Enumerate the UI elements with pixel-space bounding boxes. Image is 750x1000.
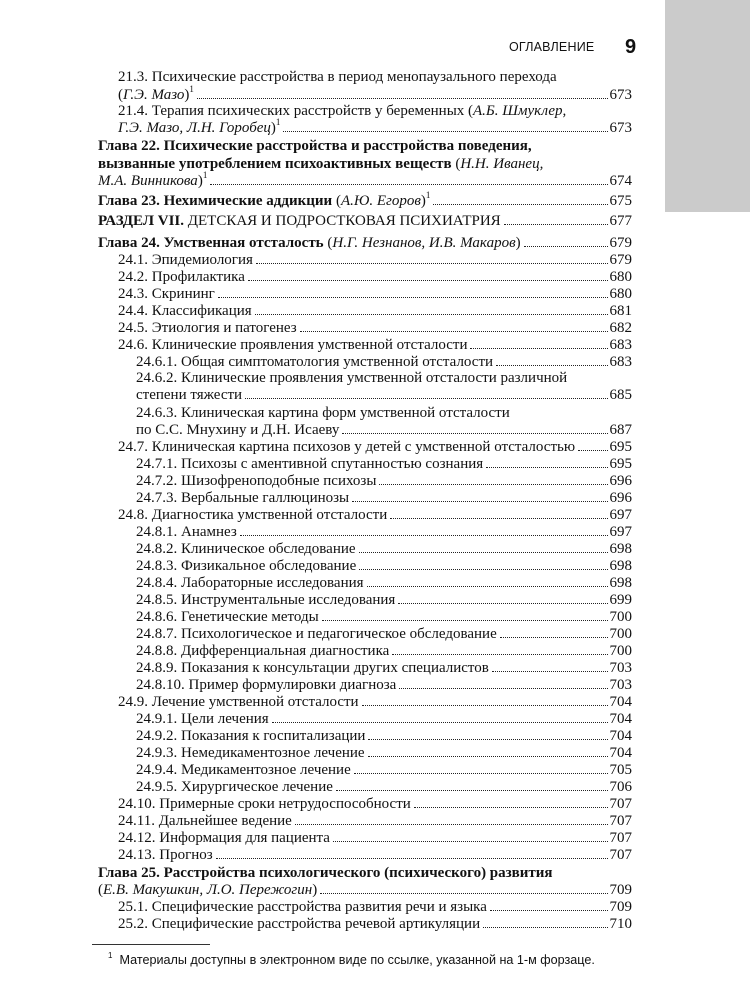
leader-dots <box>352 500 607 502</box>
toc-entry-21-3-line1: 21.3. Психические расстройства в период менопаузального перехода <box>118 69 557 85</box>
leader-dots <box>392 653 607 655</box>
toc-entry[interactable] <box>136 574 632 592</box>
open-paren: ( <box>332 193 341 209</box>
entry-author: А.Б. Шмуклер, <box>473 103 567 119</box>
toc-entry[interactable] <box>136 455 632 473</box>
leader-dots <box>578 449 607 451</box>
entry-page: 682 <box>609 320 632 336</box>
entry-page: 687 <box>609 422 632 438</box>
toc-entry[interactable] <box>118 319 632 337</box>
toc-entry[interactable] <box>136 642 632 660</box>
entry-page: 695 <box>609 456 632 472</box>
entry-page: 698 <box>609 575 632 591</box>
entry-title: 24.8.7. Психологическое и педагогическое обследование <box>136 626 497 642</box>
close-paren: ) <box>197 173 203 189</box>
entry-page: 677 <box>609 213 632 229</box>
toc-entry[interactable] <box>136 676 632 694</box>
toc-entry[interactable] <box>118 438 632 456</box>
footnote <box>108 952 595 968</box>
entry-page: 700 <box>609 609 632 625</box>
leader-dots <box>470 347 607 349</box>
toc-chapter-22-line1: Глава 22. Психические расстройства и расстройства поведения, <box>98 138 532 154</box>
toc-entry[interactable] <box>118 285 632 303</box>
entry-title: 24.12. Информация для пациента <box>118 830 330 846</box>
leader-dots <box>197 97 608 99</box>
leader-dots <box>483 926 607 928</box>
toc-entry[interactable] <box>136 557 632 575</box>
entry-author: Н.Н. Иванец, <box>460 156 544 172</box>
leader-dots <box>248 279 608 281</box>
entry-title: степени тяжести <box>136 387 243 403</box>
entry-title: вызванные употреблением психоактивных веществ <box>98 156 452 172</box>
leader-dots <box>320 892 607 894</box>
toc-chapter-22[interactable] <box>98 172 632 190</box>
entry-page: 696 <box>609 490 632 506</box>
entry-title: 24.11. Дальнейшее ведение <box>118 813 292 829</box>
side-tab <box>665 0 750 212</box>
toc-entry[interactable] <box>136 761 632 779</box>
close-paren: ) <box>515 235 521 251</box>
toc-entry-24-6-3-line1: 24.6.3. Клиническая картина форм умственной отсталости <box>136 405 510 421</box>
entry-title: 24.8.10. Пример формулировки диагноза <box>136 677 397 693</box>
leader-dots <box>218 296 608 298</box>
toc-entry[interactable] <box>136 608 632 626</box>
entry-page: 707 <box>609 830 632 846</box>
leader-dots <box>245 397 607 399</box>
entry-title: 24.6.1. Общая симптоматология умственной отсталости <box>136 354 494 370</box>
leader-dots <box>255 313 608 315</box>
toc-entry[interactable] <box>118 846 632 864</box>
entry-title: 24.9.4. Медикаментозное лечение <box>136 762 351 778</box>
footnote-ref: 1 <box>202 170 208 180</box>
entry-title: 24.9.5. Хирургическое лечение <box>136 779 333 795</box>
entry-page: 679 <box>609 235 632 251</box>
entry-page: 680 <box>609 286 632 302</box>
toc-entry[interactable] <box>118 251 632 269</box>
entry-title: 24.3. Скрининг <box>118 286 215 302</box>
entry-page: 695 <box>609 439 632 455</box>
leader-dots <box>210 183 607 185</box>
toc-entry-21-4[interactable] <box>118 119 632 137</box>
leader-dots <box>342 432 607 434</box>
entry-page: 675 <box>609 193 632 209</box>
toc-chapter-23[interactable] <box>98 192 632 210</box>
entry-title: 24.9.3. Немедикаментозное лечение <box>136 745 365 761</box>
leader-dots <box>368 738 607 740</box>
leader-dots <box>216 857 608 859</box>
toc-entry[interactable] <box>118 829 632 847</box>
leader-dots <box>362 704 608 706</box>
entry-title: 24.13. Прогноз <box>118 847 213 863</box>
toc-entry[interactable] <box>118 915 632 933</box>
toc-chapter-22-line2 <box>98 155 543 173</box>
open-paren: ( <box>451 156 461 172</box>
toc-entry[interactable] <box>136 710 632 728</box>
entry-title: 24.7.1. Психозы с аментивной спутанностью сознания <box>136 456 484 472</box>
footnote-marker: 1 <box>108 950 113 960</box>
toc-entry[interactable] <box>136 659 632 677</box>
entry-page: 697 <box>609 524 632 540</box>
entry-page: 707 <box>609 847 632 863</box>
toc-entry[interactable] <box>118 693 632 711</box>
entry-page: 680 <box>609 269 632 285</box>
entry-page: 698 <box>609 541 632 557</box>
entry-page: 704 <box>609 745 632 761</box>
entry-title: 24.4. Классификация <box>118 303 252 319</box>
entry-page: 707 <box>609 813 632 829</box>
toc-entry[interactable] <box>136 386 632 404</box>
entry-author: Г.Э. Мазо, Л.Н. Горобец <box>118 120 271 136</box>
entry-title: 24.8.3. Физикальное обследование <box>136 558 357 574</box>
leader-dots <box>496 364 607 366</box>
entry-author: М.А. Винникова <box>98 173 198 189</box>
entry-page: 683 <box>609 337 632 353</box>
close-paren: ) <box>184 87 190 103</box>
toc-entry-24-6-2-line1: 24.6.2. Клинические проявления умственной отсталости различной <box>136 370 568 386</box>
entry-page: 699 <box>609 592 632 608</box>
entry-page: 704 <box>609 694 632 710</box>
entry-title: 24.5. Этиология и патогенез <box>118 320 297 336</box>
entry-author: Е.В. Макушкин, Л.О. Пережогин <box>103 882 313 898</box>
entry-title: по С.С. Мнухину и Д.Н. Исаеву <box>136 422 340 438</box>
toc-entry[interactable] <box>136 489 632 507</box>
leader-dots <box>256 262 608 264</box>
leader-dots <box>359 551 608 553</box>
entry-author: А.Ю. Егоров <box>340 193 421 209</box>
footnote-rule <box>92 944 210 945</box>
entry-page: 704 <box>609 728 632 744</box>
toc-section-7[interactable] <box>98 212 632 230</box>
close-paren: ) <box>312 882 318 898</box>
entry-title: 24.8. Диагностика умственной отсталости <box>118 507 388 523</box>
leader-dots <box>333 840 608 842</box>
open-paren: ( <box>98 882 103 898</box>
toc-entry[interactable] <box>118 506 632 524</box>
entry-page: 707 <box>609 796 632 812</box>
entry-title: Глава 24. Умственная отсталость <box>98 235 324 251</box>
entry-title: 24.8.9. Показания к консультации других специалистов <box>136 660 489 676</box>
leader-dots <box>240 534 608 536</box>
toc-entry[interactable] <box>136 472 632 490</box>
leader-dots <box>272 721 608 723</box>
toc-entry[interactable] <box>136 591 632 609</box>
entry-page: 703 <box>609 660 632 676</box>
toc-chapter-25-line1: Глава 25. Расстройства психологического (психического) развития <box>98 865 553 881</box>
leader-dots <box>504 223 608 225</box>
entry-title-rest: ДЕТСКАЯ И ПОДРОСТКОВАЯ ПСИХИАТРИЯ <box>184 213 501 229</box>
entry-title: 24.8.4. Лабораторные исследования <box>136 575 364 591</box>
leader-dots <box>367 585 608 587</box>
leader-dots <box>414 806 608 808</box>
entry-title: 24.8.2. Клиническое обследование <box>136 541 356 557</box>
entry-page: 704 <box>609 711 632 727</box>
toc-entry[interactable] <box>118 812 632 830</box>
entry-title: 25.2. Специфические расстройства речевой артикуляции <box>118 916 481 932</box>
toc-chapter-25[interactable] <box>98 881 632 899</box>
entry-page: 673 <box>609 120 632 136</box>
entry-title: 25.1. Специфические расстройства развития речи и языка <box>118 899 487 915</box>
toc-entry[interactable] <box>136 421 632 439</box>
toc-entry[interactable] <box>136 625 632 643</box>
toc-entry[interactable] <box>118 302 632 320</box>
leader-dots <box>492 670 608 672</box>
leader-dots <box>433 203 607 205</box>
entry-title: 24.9. Лечение умственной отсталости <box>118 694 359 710</box>
entry-page: 698 <box>609 558 632 574</box>
entry-title: 24.7.2. Шизофреноподобные психозы <box>136 473 377 489</box>
leader-dots <box>490 909 608 911</box>
entry-title: 24.8.6. Генетические методы <box>136 609 319 625</box>
leader-dots <box>500 636 608 638</box>
toc-chapter-24[interactable] <box>98 234 632 252</box>
leader-dots <box>359 568 607 570</box>
running-header: ОГЛАВЛЕНИЕ <box>509 40 595 54</box>
open-paren: ( <box>118 87 123 103</box>
footnote-text: Материалы доступны в электронном виде по ссылке, указанной на 1-м форзаце. <box>119 953 595 967</box>
entry-page: 679 <box>609 252 632 268</box>
leader-dots <box>322 619 608 621</box>
entry-page: 706 <box>609 779 632 795</box>
entry-title: 24.6. Клинические проявления умственной отсталости <box>118 337 468 353</box>
toc-entry[interactable] <box>136 727 632 745</box>
toc-entry[interactable] <box>118 336 632 354</box>
entry-page: 709 <box>609 899 632 915</box>
entry-page: 705 <box>609 762 632 778</box>
toc-entry-21-4-line1 <box>118 102 566 120</box>
toc-entry[interactable] <box>118 795 632 813</box>
entry-author: Г.Э. Мазо <box>123 87 185 103</box>
entry-page: 696 <box>609 473 632 489</box>
entry-title: 24.10. Примерные сроки нетрудоспособности <box>118 796 411 812</box>
leader-dots <box>336 789 608 791</box>
entry-title: 24.9.2. Показания к госпитализации <box>136 728 366 744</box>
leader-dots <box>379 483 607 485</box>
leader-dots <box>524 245 608 247</box>
entry-title: 24.2. Профилактика <box>118 269 245 285</box>
toc-entry[interactable] <box>136 744 632 762</box>
entry-page: 683 <box>609 354 632 370</box>
entry-title: 24.7.3. Вербальные галлюцинозы <box>136 490 350 506</box>
entry-page: 685 <box>609 387 632 403</box>
toc-entry[interactable] <box>136 523 632 541</box>
entry-page: 697 <box>609 507 632 523</box>
open-paren: ( <box>323 235 333 251</box>
footnote-ref: 1 <box>189 84 194 94</box>
entry-title: Глава 23. Нехимические аддикции <box>98 193 333 209</box>
leader-dots <box>300 330 608 332</box>
entry-title: 24.8.1. Анамнез <box>136 524 237 540</box>
entry-page: 710 <box>609 916 632 932</box>
leader-dots <box>295 823 608 825</box>
entry-page: 673 <box>609 87 632 103</box>
entry-page: 674 <box>609 173 632 189</box>
leader-dots <box>354 772 608 774</box>
entry-page: 700 <box>609 626 632 642</box>
entry-title: 24.7. Клиническая картина психозов у детей с умственной отсталостью <box>118 439 576 455</box>
toc-entry[interactable] <box>118 898 632 916</box>
entry-title: 24.8.5. Инструментальные исследования <box>136 592 396 608</box>
page-number: 9 <box>625 36 637 58</box>
toc-entry[interactable] <box>136 540 632 558</box>
toc-entry[interactable] <box>136 778 632 796</box>
entry-page: 681 <box>609 303 632 319</box>
close-paren: ) <box>420 193 426 209</box>
leader-dots <box>399 687 607 689</box>
entry-page: 709 <box>609 882 632 898</box>
entry-page: 700 <box>609 643 632 659</box>
leader-dots <box>398 602 607 604</box>
entry-title: РАЗДЕЛ VII. <box>98 213 185 229</box>
close-paren: ) <box>270 120 276 136</box>
toc-entry[interactable] <box>118 268 632 286</box>
entry-page: 703 <box>609 677 632 693</box>
leader-dots <box>283 130 607 132</box>
leader-dots <box>390 517 607 519</box>
entry-title: 24.9.1. Цели лечения <box>136 711 269 727</box>
leader-dots <box>486 466 607 468</box>
entry-title: 24.8.8. Дифференциальная диагностика <box>136 643 390 659</box>
footnote-ref: 1 <box>275 117 281 127</box>
leader-dots <box>368 755 608 757</box>
footnote-ref: 1 <box>425 190 431 200</box>
entry-author: Н.Г. Незнанов, И.В. Макаров <box>332 235 516 251</box>
entry-title: 24.1. Эпидемиология <box>118 252 253 268</box>
entry-title: 21.4. Терапия психических расстройств у беременных ( <box>118 103 474 119</box>
